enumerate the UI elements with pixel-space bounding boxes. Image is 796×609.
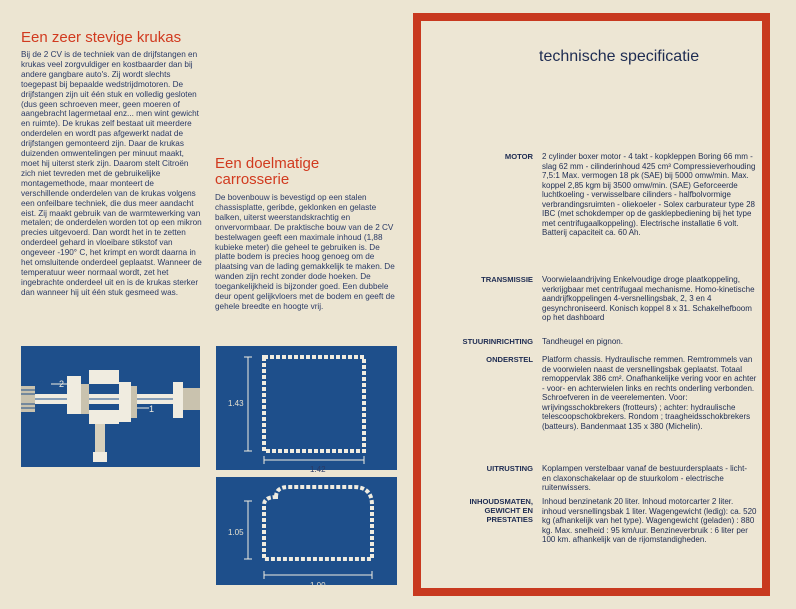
dim-height-top: 1.43 [228, 399, 244, 408]
spec-label: UITRUSTING [486, 464, 533, 473]
dim-width-top: 1.42 [310, 465, 326, 474]
spec-label: MOTOR [504, 152, 533, 161]
body-heading-line1: Een doelmatige [215, 155, 320, 172]
spec-value: Platform chassis. Hydraulische remmen. Remtrommels van de voorwielen naast de versnellingsbak geplaatst. Totaal remoppervlak 386 cm². Onafhankelijke vering voor en achter - voor- en achterwielen links en rechts onderling verbonden. Schroefveren in de veerelementen. Voor: wrijvingsschokbrekers (frotteurs) ; achter: hydraulische telescoopschokbrekers. Rondom ; traagheidsschokbrekers (batteurs). Bandenmaat 135 x 380 (Michelin). [542, 355, 757, 431]
spec-label: ONDERSTEL [486, 355, 533, 364]
crankshaft-text: Bij de 2 CV is de techniek van de drijfstangen en krukas veel zorgvuldiger en kostbaarder dan bij andere gangbare auto's. Zij wordt slechts toegepast bij bepaalde wedstrijdmotoren. De drijfstangen zijn uit één stuk en volledig gesloten (dus geen schroeven meer, geen moeren of aangebracht lagermetaal enz... men wint gewicht en ruimte). De krukas zelf bestaat uit meerdere onderdelen en wordt pas afgewerkt nadat de drijfstangen gemonteerd zijn. Daar de krukas duizenden omwentelingen per minuut maakt, moet hij uiterst sterk zijn. Daarom stelt Citroën zich niet tevreden met de gebruikelijke montagemethode, maar monteert de verschillende onderdelen van de krukas volgens een onfeilbare techniek, die dus meer aandacht eist. Zij maakt gebruik van de warmtewerking van metalen; de onderdelen worden tot op een mikron precies uitgevoerd. Dan wordt het in te zetten onderdeel gehard in vloeibare stikstof van ongeveer -190° C, het krimpt en wordt daarna in het omsluitende onderdeel geplaatst. Wanneer de temperatuur weer normaal wordt, zet het ingebrachte onderdeel uit en is de krukas sterker dan wanneer hij uit één stuk gesmeed was. [21, 50, 202, 297]
spec-label: STUURINRICHTING [462, 337, 533, 346]
dim-height-bottom: 1.05 [228, 528, 244, 537]
body-heading [215, 156, 405, 188]
body-text: De bovenbouw is bevestigd op een stalen chassisplatte, geribde, geklonken en gelaste balken, uiterst weerstandskrachtig en onvervormbaar. De praktische bouw van de 2 CV bestelwagen geeft een maximale inhoud (1,88 kubieke meter) die geheel te gebruiken is. De platte bodem is precies hoog genoeg om de plaatsing van de lading gemakkelijk te maken. De wanden zijn recht zonder dode hoeken. De toegankelijkheid is bijzonder goed. Een dubbele deur opent gelijkvloers met de bodem en geeft de gehele breedte en hoogte vrij. [215, 193, 395, 311]
spec-label: INHOUDSMATEN, GEWICHT EN PRESTATIES [469, 497, 533, 524]
cargo-height-diagram [216, 346, 397, 470]
spec-title: technische specificatie [539, 48, 700, 65]
diagram-label-1: 1 [149, 404, 155, 414]
spec-value: Inhoud benzinetank 20 liter. Inhoud motorcarter 2 liter. inhoud versnellingsbak 1 liter. Wagengewicht (ledig): ca. 520 kg (afhankelijk van het type). Wagengewicht (geladen) : 880 kg. Max. snelheid : 95 km/uur. Benzineverbruik : 6 liter per 100 km. afhankelijk van de rijomstandigheden. [542, 497, 757, 544]
crankshaft-heading: Een zeer stevige krukas [21, 29, 182, 46]
spec-label: TRANSMISSIE [481, 275, 533, 284]
crankshaft-diagram [21, 346, 200, 467]
spec-value: 2 cylinder boxer motor - 4 takt - kopkleppen Boring 66 mm - slag 62 mm - cilinderinhoud 425 cm³ Compressieverhouding 7,5:1 Max. vermogen 18 pk (SAE) bij 5000 omw/min. Max. koppel 2,85 kgm bij 3500 omw/min. (SAE) Geforceerde luchtkoeling - verwisselbare cilinders - halfbolvormige verbrandingsruimten - oliekoeler - Solex carburateur type 28 IBC (met schokdemper op de gasklepbediening bij het type met centrifugaalkoppeling). Electrische installatie 6 volt. Batterij capaciteit ca. 60 Ah. [542, 152, 756, 237]
spec-value: Tandheugel en pignon. [542, 337, 623, 346]
spec-value: Voorwielaandrijving Enkelvoudige droge plaatkoppeling, verkrijgbaar met centrifugaal mechanisme. Homo-kinetische aandrijfkoppelingen 4-versnellingsbak, 2, 3 en 4 gesynchroniseerd. Konisch koppel 8 x 31. Schakelhefboom op het dashboard [542, 275, 755, 322]
body-heading-line2: carrosserie [215, 171, 290, 188]
dim-width-bottom: 1.00 [310, 581, 326, 590]
diagram-label-2: 2 [59, 379, 65, 389]
spec-box [413, 13, 770, 596]
spec-value: Koplampen verstelbaar vanaf de bestuurdersplaats - licht- en claxonschakelaar op de stuurkolom - electrische ruitenwissers. [542, 464, 747, 492]
